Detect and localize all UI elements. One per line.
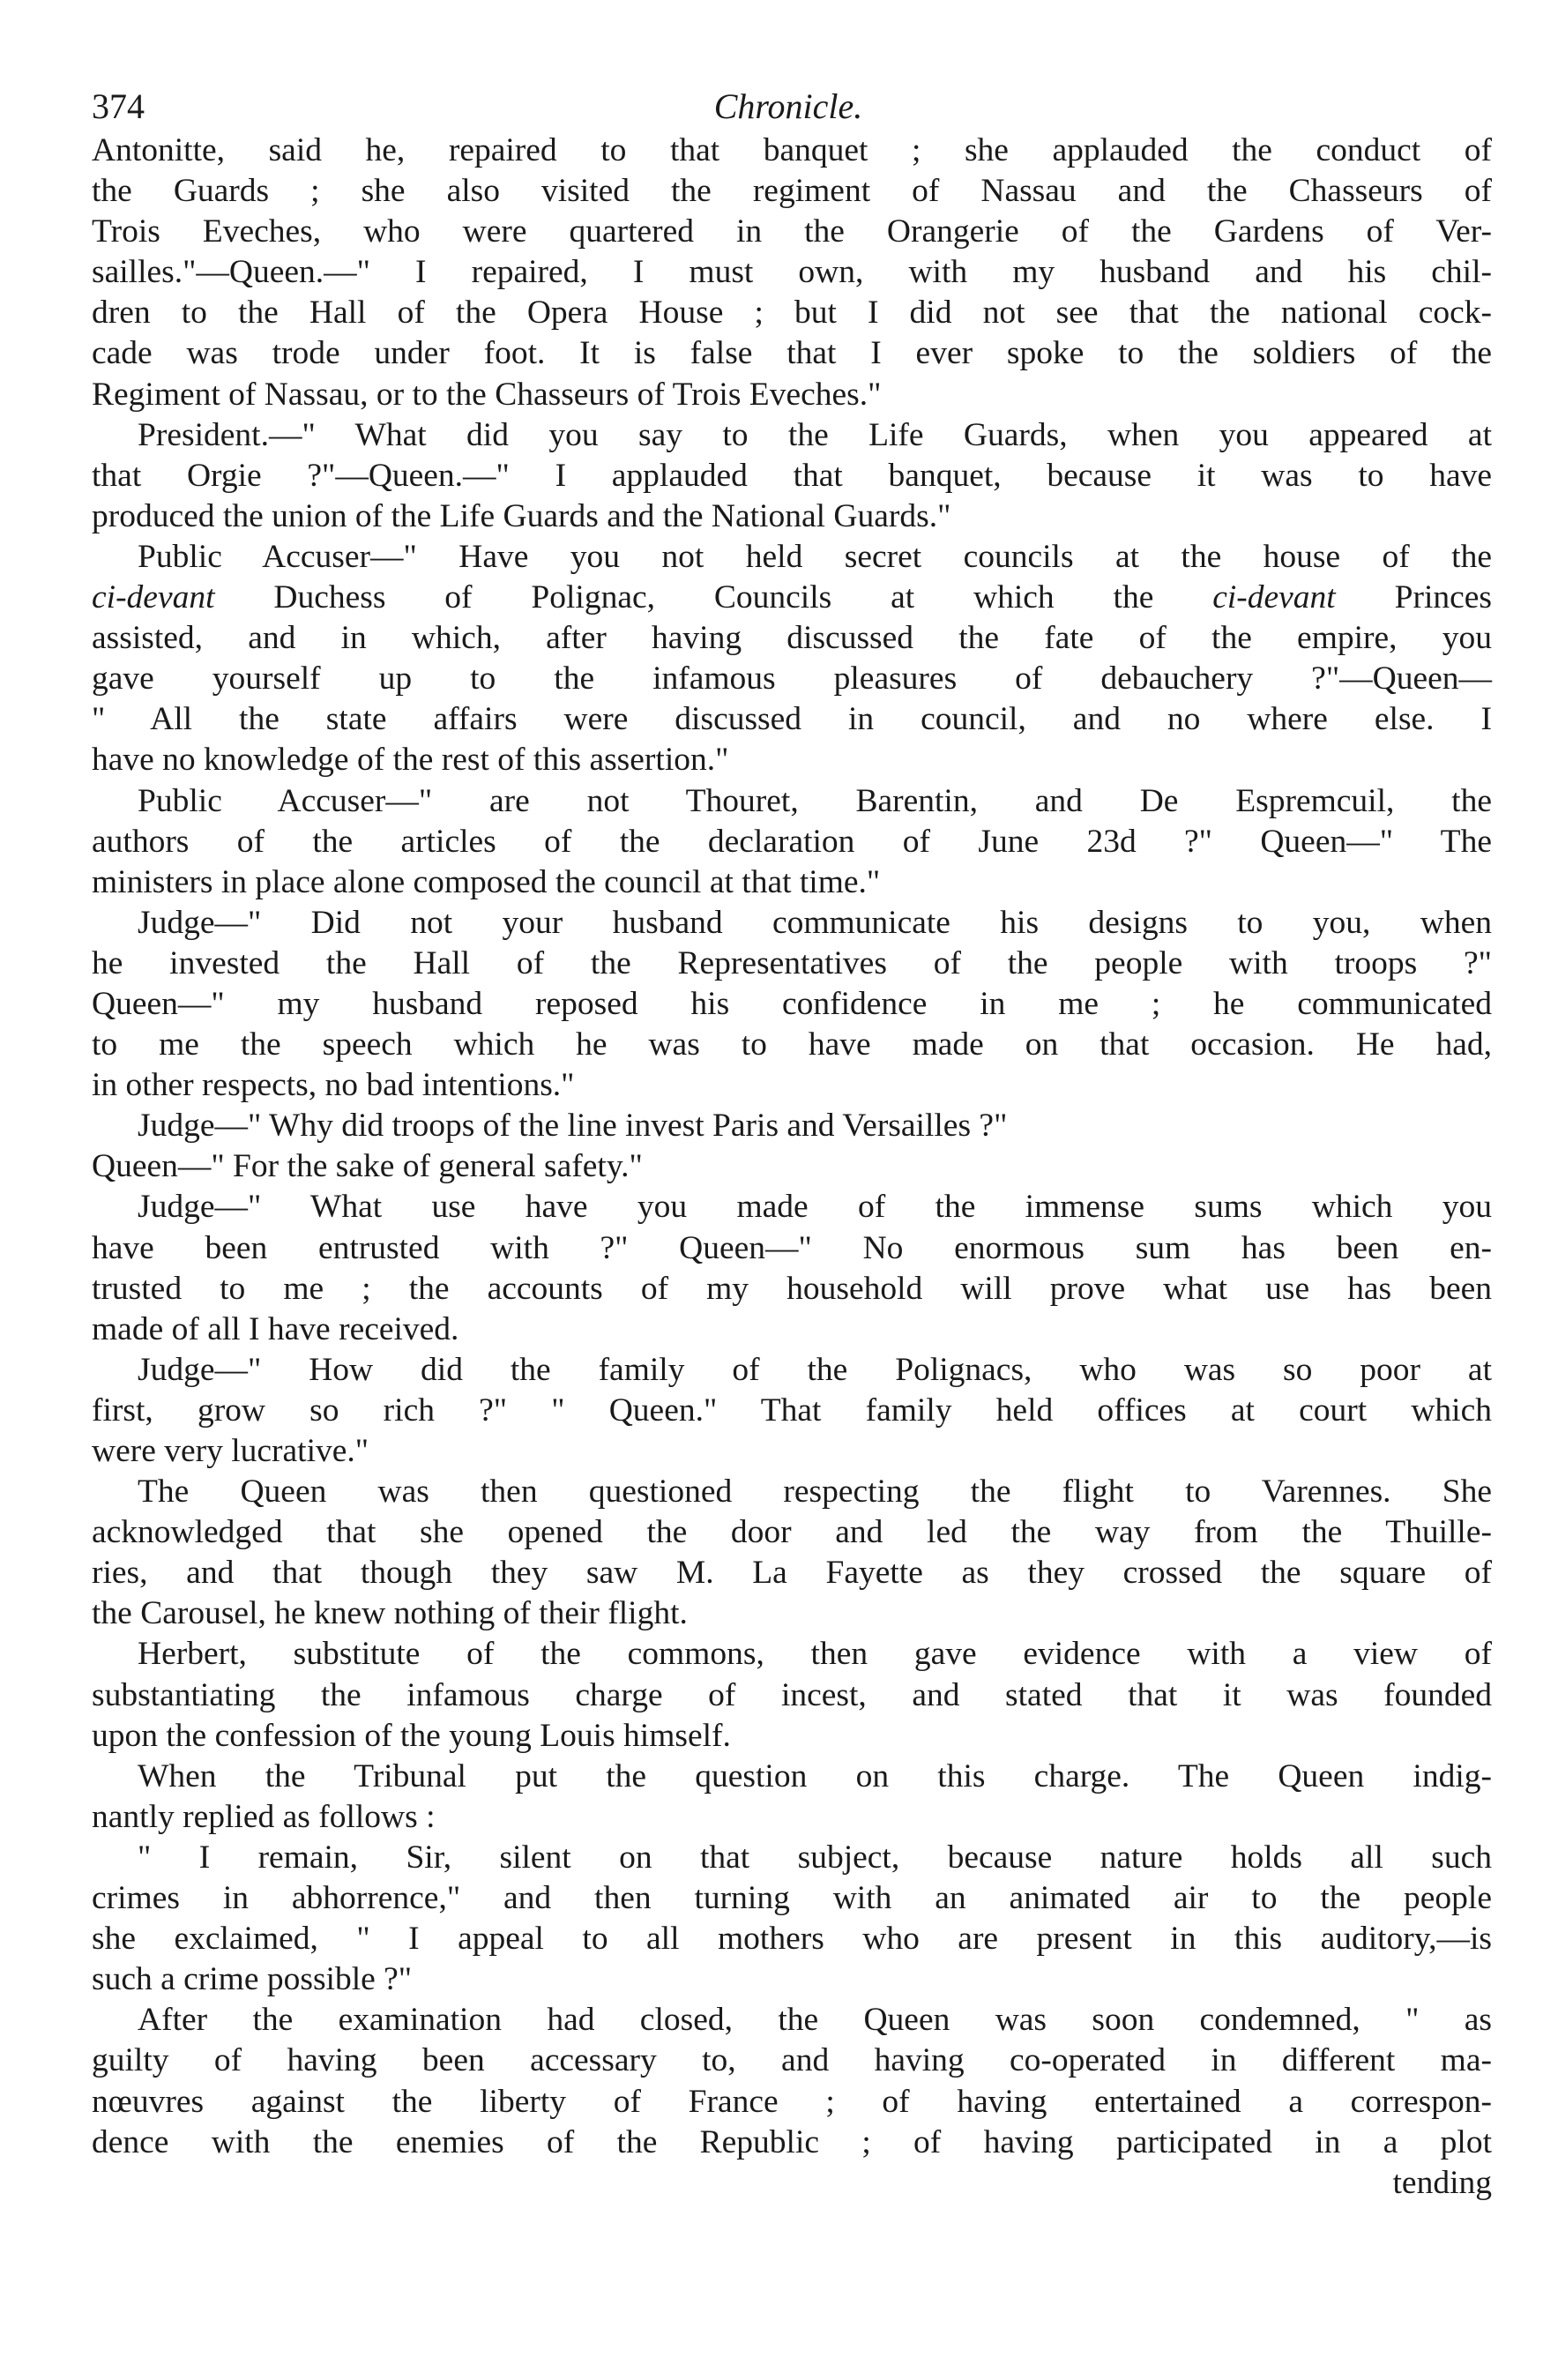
text-line (92, 862, 1492, 903)
text-segment: authors of the articles of the declaration of June 23d ?" Queen—" The (92, 823, 1492, 860)
text-segment: the Guards ; she also visited the regiment of Nassau and the Chasseurs of (92, 173, 1492, 210)
text-segment: " I remain, Sir, silent on that subject, because nature holds all such (138, 1839, 1492, 1876)
text-line (92, 984, 1492, 1025)
text-segment: she exclaimed, " I appeal to all mothers who are present in this auditory,—is (92, 1921, 1492, 1958)
text-segment: produced the union of the Life Guards and the National Guards." (92, 497, 951, 534)
text-segment: gave yourself up to the infamous pleasures of debauchery ?"—Queen— (92, 660, 1492, 698)
text-segment: upon the confession of the young Louis himself. (92, 1717, 731, 1754)
text-segment: Judge—" Did not your husband communicate his designs to you, when (138, 904, 1492, 941)
text-segment: dren to the Hall of the Opera House ; but I did not see that the national cock- (92, 295, 1492, 332)
text-segment: Public Accuser—" are not Thouret, Barentin, and De Espremcuil, the (138, 782, 1492, 819)
text-line (92, 212, 1492, 252)
text-line (92, 415, 1492, 456)
text-segment: When the Tribunal put the question on this charge. The Queen indig- (138, 1757, 1492, 1794)
text-segment: Queen—" For the sake of general safety." (92, 1148, 643, 1185)
text-line (92, 1797, 1492, 1838)
text-segment: ries, and that though they saw M. La Fayette as they crossed the square of (92, 1555, 1492, 1592)
text-segment: first, grow so rich ?" " Queen." That family held offices at court which (92, 1391, 1492, 1429)
text-segment: Judge—" Why did troops of the line invest Paris and Versailles ?" (138, 1108, 1008, 1145)
text-segment: to me the speech which he was to have made on that occasion. He had, (92, 1026, 1492, 1063)
text-line (92, 2000, 1492, 2041)
text-line (92, 1391, 1492, 1431)
text-segment: Antonitte, said he, repaired to that banquet ; she applauded the conduct of (92, 132, 1492, 168)
text-segment: The Queen was then questioned respecting the flight to Varennes. She (138, 1474, 1492, 1511)
text-line (92, 1146, 1492, 1187)
text-line (92, 1228, 1492, 1269)
text-segment: the Carousel, he knew nothing of their flight. (92, 1595, 688, 1632)
text-line (92, 496, 1492, 537)
text-line (92, 1269, 1492, 1309)
text-line (92, 822, 1492, 862)
text-line (92, 1350, 1492, 1391)
text-line (92, 1919, 1492, 1959)
text-segment: ci-devant (92, 579, 215, 616)
text-line (92, 1757, 1492, 1797)
text-segment: nœuvres against the liberty of France ; of having entertained a correspon- (92, 2083, 1492, 2120)
text-line (92, 1025, 1492, 1065)
text-segment: ci-devant (1212, 579, 1336, 616)
text-line (92, 1593, 1492, 1634)
text-line (92, 2041, 1492, 2081)
text-line (92, 740, 1492, 780)
text-line (92, 1675, 1492, 1716)
text-segment: have been entrusted with ?" Queen—" No enormous sum has been en- (92, 1229, 1492, 1266)
text-segment: were very lucrative." (92, 1433, 369, 1469)
text-line (92, 375, 1492, 415)
text-line (92, 293, 1492, 333)
text-segment: have no knowledge of the rest of this assertion." (92, 742, 729, 779)
text-segment: nantly replied as follows : (92, 1798, 436, 1835)
text-segment: acknowledged that she opened the door and led the way from the Thuille- (92, 1514, 1492, 1551)
text-line (92, 781, 1492, 822)
text-line (92, 1878, 1492, 1919)
text-line (92, 659, 1492, 699)
page-header (92, 85, 1485, 129)
text-line (92, 1553, 1492, 1593)
text-segment: cade was trode under foot. It is false that I ever spoke to the soldiers of the (92, 335, 1492, 372)
text-segment: guilty of having been accessary to, and having co-operated in different ma- (92, 2042, 1492, 2079)
text-line (92, 903, 1492, 944)
text-line (92, 131, 1492, 171)
text-segment: Queen—" my husband reposed his confidence in me ; he communicated (92, 985, 1492, 1022)
text-segment: that Orgie ?"—Queen.—" I applauded that banquet, because it was to have (92, 457, 1492, 494)
text-segment: President.—" What did you say to the Life Guards, when you appeared at (138, 416, 1492, 453)
text-line (92, 1187, 1492, 1227)
text-line (92, 2163, 1492, 2204)
text-segment: Judge—" What use have you made of the immense sums which you (138, 1189, 1492, 1226)
text-segment: Public Accuser—" Have you not held secret councils at the house of the (138, 538, 1492, 575)
text-line (92, 1106, 1492, 1146)
text-segment: ministers in place alone composed the council at that time." (92, 863, 881, 900)
text-segment: Duchess of Polignac, Councils at which the (214, 579, 1213, 616)
text-line (92, 578, 1492, 618)
text-line (92, 2082, 1492, 2123)
text-segment: Judge—" How did the family of the Polignacs, who was so poor at (138, 1351, 1492, 1388)
text-segment: Trois Eveches, who were quartered in the Orangerie of the Gardens of Ver- (92, 213, 1492, 250)
text-line (92, 1472, 1492, 1512)
text-line (92, 171, 1492, 212)
text-segment: such a crime possible ?" (92, 1961, 413, 1998)
text-line (92, 537, 1492, 578)
text-segment: Herbert, substitute of the commons, then gave evidence with a view of (138, 1636, 1492, 1673)
text-segment: he invested the Hall of the Representatives of the people with troops ?" (92, 944, 1492, 981)
text-segment: sailles."—Queen.—" I repaired, I must own, with my husband and his chil- (92, 254, 1492, 291)
text-segment: dence with the enemies of the Republic ; of having participated in a plot (92, 2123, 1492, 2160)
text-segment: Princes (1335, 579, 1492, 616)
text-segment: After the examination had closed, the Queen was soon condemned, " as (138, 2002, 1492, 2039)
text-line (92, 1959, 1492, 2000)
body-text (92, 131, 1492, 2204)
text-line (92, 1716, 1492, 1757)
text-segment: substantiating the infamous charge of incest, and stated that it was founded (92, 1676, 1492, 1713)
page-number: 374 (92, 86, 145, 126)
running-title: Chronicle. (713, 86, 863, 126)
text-line (92, 2123, 1492, 2163)
text-segment: assisted, and in which, after having discussed the fate of the empire, you (92, 620, 1492, 657)
text-line (92, 1838, 1492, 1878)
text-line (92, 333, 1492, 374)
text-line (92, 618, 1492, 659)
text-segment: crimes in abhorrence," and then turning with an animated air to the people (92, 1880, 1492, 1917)
text-line (92, 699, 1492, 740)
text-line (92, 1512, 1492, 1553)
text-segment: trusted to me ; the accounts of my household will prove what use has been (92, 1270, 1492, 1307)
text-line (92, 1065, 1492, 1106)
text-segment: " All the state affairs were discussed in council, and no where else. I (92, 701, 1492, 738)
text-segment: made of all I have received. (92, 1310, 459, 1347)
text-segment: tending (1392, 2164, 1492, 2201)
text-line (92, 456, 1492, 496)
text-segment: Regiment of Nassau, or to the Chasseurs of Trois Eveches." (92, 376, 882, 413)
text-line (92, 1634, 1492, 1675)
text-line (92, 252, 1492, 293)
text-line (92, 1309, 1492, 1350)
text-line (92, 944, 1492, 984)
text-segment: in other respects, no bad intentions." (92, 1067, 575, 1104)
text-line (92, 1431, 1492, 1472)
